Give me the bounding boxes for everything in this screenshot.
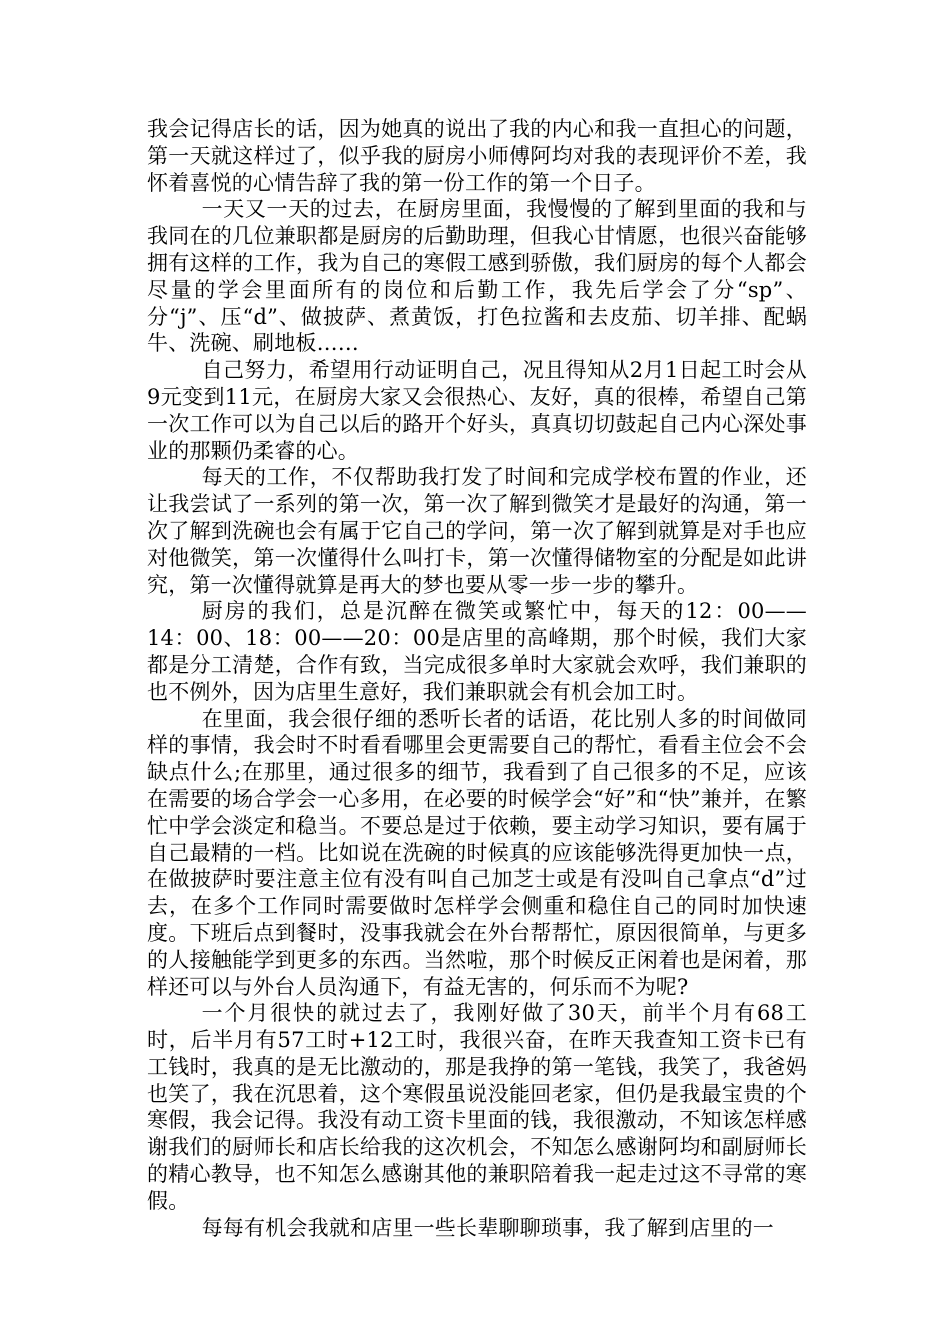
paragraph-4: 每天的工作，不仅帮助我打发了时间和完成学校布置的作业，还让我尝试了一系列的第一次，第一次了解到微笑才是最好的沟通，第一次了解到洗碗也会有属于它自己的学问，第一次了解到就算是对手也应对他微笑，第一次懂得什么叫打卡，第一次懂得储物室的分配是如此讲究，第一次懂得就算是再大的梦也要从零一步一步的攀升。 (147, 465, 807, 597)
paragraph-6: 在里面，我会很仔细的悉听长者的话语，花比别人多的时间做同样的事情，我会时不时看看哪里会更需要自己的帮忙，看看主位会不会缺点什么;在那里，通过很多的细节，我看到了自己很多的不足，应该在需要的场合学会一心多用，在必要的时候学会“好”和“快”兼并，在繁忙中学会淡定和稳当。不要总是过于依赖，要主动学习知识，要有属于自己最精的一档。比如说在洗碗的时候真的应该能够洗得更加快一点，在做披萨时要注意主位有没有叫自己加芝士或是有没叫自己拿点“d”过去，在多个工作同时需要做时怎样学会侧重和稳住自己的同时加快速度。下班后点到餐时，没事我就会在外台帮帮忙，原因很简单，与更多的人接触能学到更多的东西。当然啦，那个时候反正闲着也是闲着，那样还可以与外台人员沟通下，有益无害的，何乐而不为呢? (147, 706, 807, 999)
paragraph-8: 每每有机会我就和店里一些长辈聊聊琐事，我了解到店里的一 (201, 1215, 774, 1240)
paragraph-7: 一个月很快的就过去了，我刚好做了30天，前半个月有68工时，后半月有57工时+12工时，我很兴奋，在昨天我查知工资卡已有工钱时，我真的是无比激动的，那是我挣的第一笔钱，我笑了，我爸妈也笑了，我在沉思着，这个寒假虽说没能回老家，但仍是我最宝贵的个寒假，我会记得。我没有动工资卡里面的钱，我很激动，不知该怎样感谢我们的厨师长和店长给我的这次机会，不知怎么感谢阿均和副厨师长的精心教导，也不知怎么感谢其他的兼职陪着我一起走过这不寻常的寒假。 (147, 1001, 807, 1213)
paragraph-1: 我会记得店长的话，因为她真的说出了我的内心和我一直担心的问题，第一天就这样过了，似乎我的厨房小师傅阿均对我的表现评价不差，我怀着喜悦的心情告辞了我的第一份工作的第一个日子。 (147, 117, 807, 195)
paragraph-5: 厨房的我们，总是沉醉在微笑或繁忙中，每天的12：00——14：00、18：00——20：00是店里的高峰期，那个时候，我们大家都是分工清楚，合作有致，当完成很多单时大家就会欢呼，我们兼职的也不例外，因为店里生意好，我们兼职就会有机会加工时。 (147, 599, 807, 704)
paragraph-3: 自己努力，希望用行动证明自己，况且得知从2月1日起工时会从9元变到11元，在厨房大家又会很热心、友好，真的很棒，希望自己第一次工作可以为自己以后的路开个好头，真真切切鼓起自己内心深处事业的那颗仍柔睿的心。 (147, 358, 807, 463)
document-body (147, 116, 807, 1241)
paragraph-2: 一天又一天的过去，在厨房里面，我慢慢的了解到里面的我和与我同在的几位兼职都是厨房的后勤助理，但我心甘情愿，也很兴奋能够拥有这样的工作，我为自己的寒假工感到骄傲，我们厨房的每个人都会尽量的学会里面所有的岗位和后勤工作，我先后学会了分“sp”、分“j”、压“d”、做披萨、煮黄饭，打色拉酱和去皮茄、切羊排、配蜗牛、洗碗、刷地板…… (147, 197, 807, 356)
